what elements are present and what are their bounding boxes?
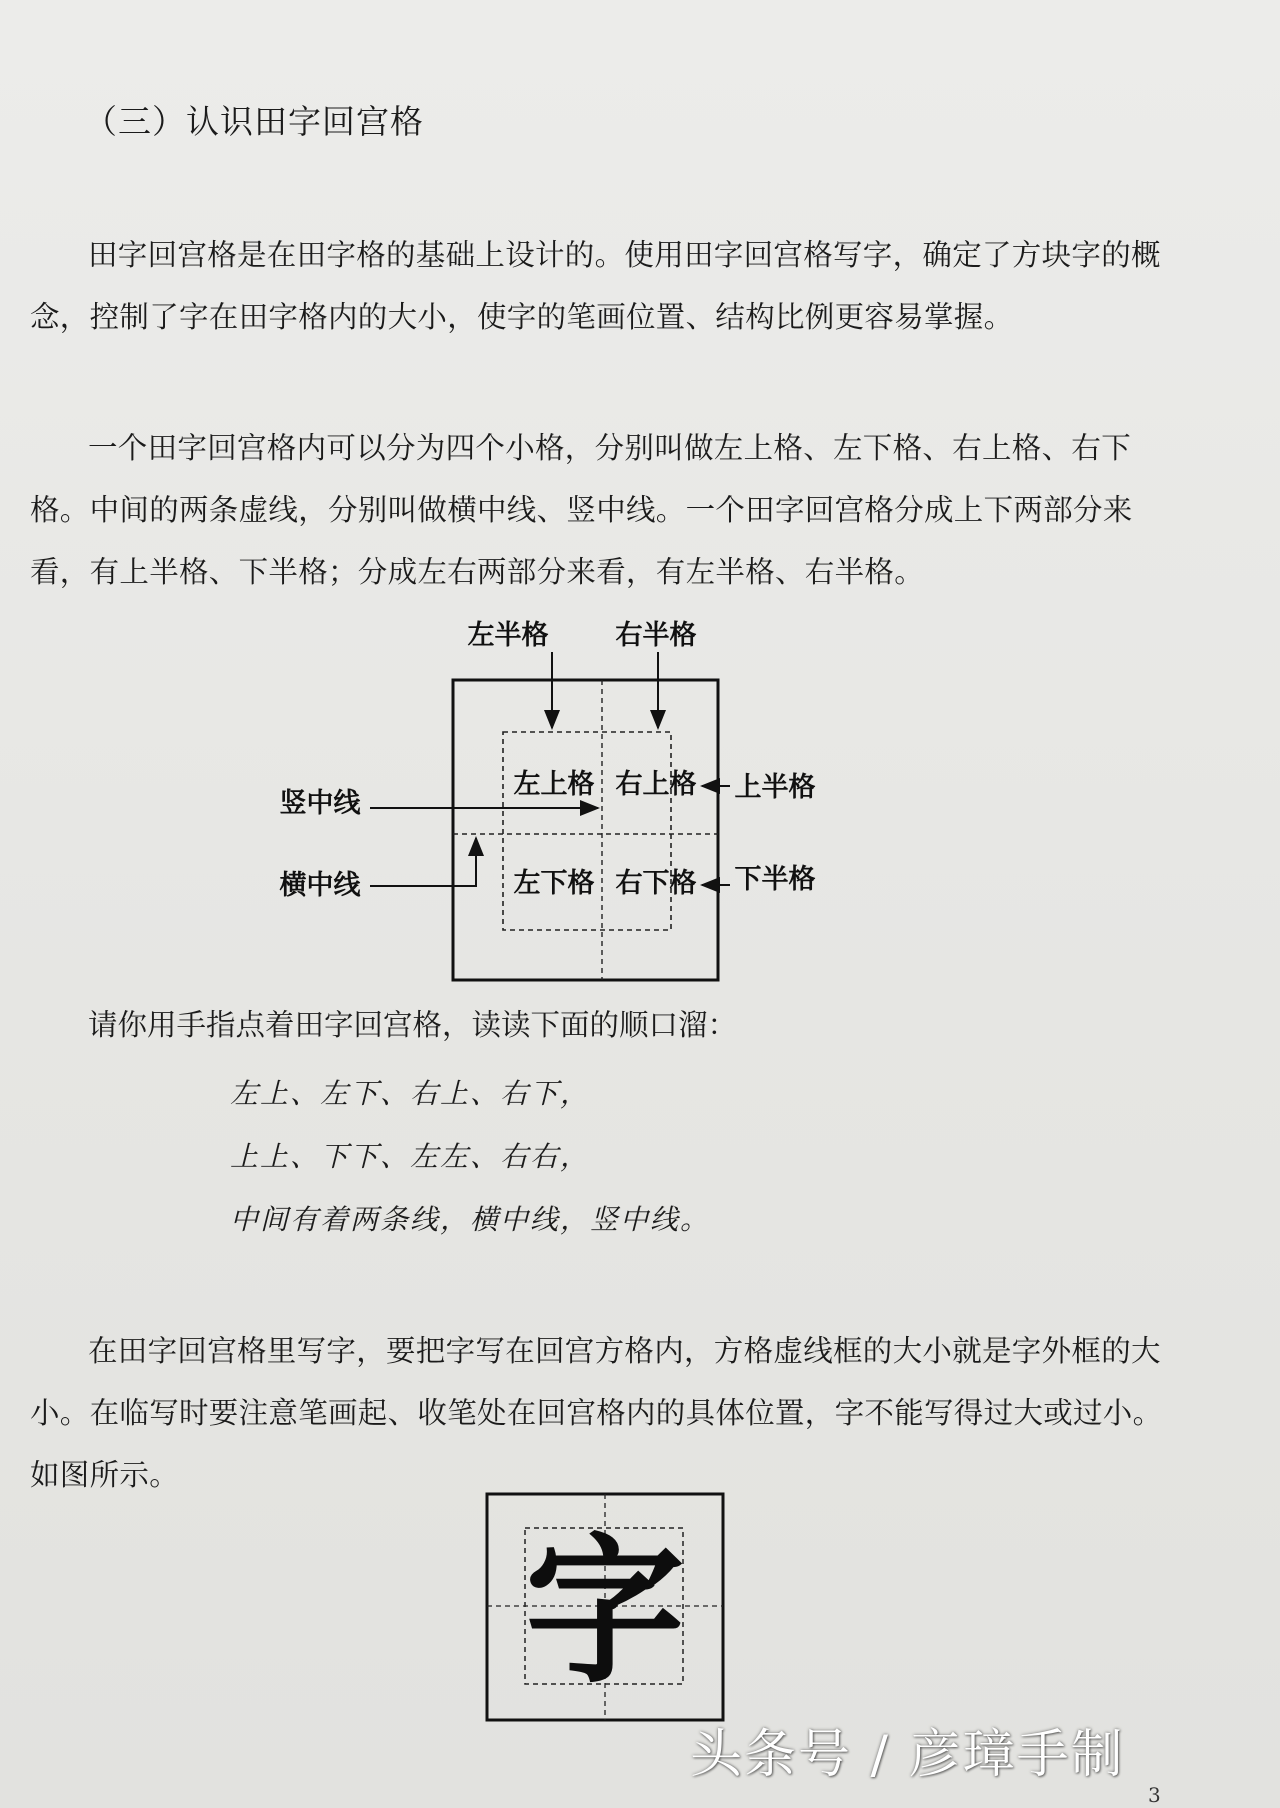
lower-half-label: 下半格 <box>734 864 816 895</box>
example-character-grid <box>485 1492 725 1722</box>
watermark: 头条号 / 彦璋手制 <box>690 1725 1125 1785</box>
lower-right-cell-label: 右下格 <box>615 868 697 899</box>
left-half-label: 左半格 <box>467 620 549 651</box>
rhyme-prompt: 请你用手指点着田字回宫格，读读下面的顺口溜： <box>88 1008 738 1042</box>
horizontal-midline-arrow <box>370 838 476 886</box>
outer-square <box>453 680 718 980</box>
right-half-label: 右半格 <box>615 620 697 651</box>
upper-right-cell-label: 右上格 <box>615 769 697 800</box>
paragraph-writing-tip: 在田字回宫格里写字，要把字写在回宫方格内，方格虚线框的大小就是字外框的大小。在临写时要注意笔画起、收笔处在回宫格内的具体位置，字不能写得过大或过小。如图所示。 <box>30 1334 1163 1492</box>
paragraph-grid-parts: 一个田字回宫格内可以分为四个小格，分别叫做左上格、左下格、右上格、右下格。中间的两条虚线，分别叫做横中线、竖中线。一个田字回宫格分成上下两部分来看，有上半格、下半格；分成左右两部分来看，有左半格、右半格。 <box>30 431 1133 589</box>
paragraph-intro: 田字回宫格是在田字格的基础上设计的。使用田字回宫格写字，确定了方块字的概念，控制了字在田字格内的大小，使字的笔画位置、结构比例更容易掌握。 <box>30 238 1161 334</box>
rhyme-line-1: 左上、左下、右上、右下， <box>230 1077 591 1110</box>
section-heading: （三）认识田字回宫格 <box>84 102 424 141</box>
inner-dashed-square <box>503 732 671 930</box>
rhyme-line-2: 上上、下下、左左、右右， <box>230 1140 591 1173</box>
page-number: 3 <box>1148 1783 1161 1807</box>
upper-left-cell-label: 左上格 <box>513 769 595 800</box>
vertical-midline-label: 竖中线 <box>279 788 361 819</box>
upper-half-label: 上半格 <box>734 772 816 803</box>
example-character: 字 <box>524 1517 686 1705</box>
rhyme-line-3: 中间有着两条线，横中线，竖中线。 <box>230 1203 711 1236</box>
grid-diagram <box>270 612 830 992</box>
horizontal-midline-label: 横中线 <box>279 870 361 901</box>
lower-left-cell-label: 左下格 <box>513 868 595 899</box>
